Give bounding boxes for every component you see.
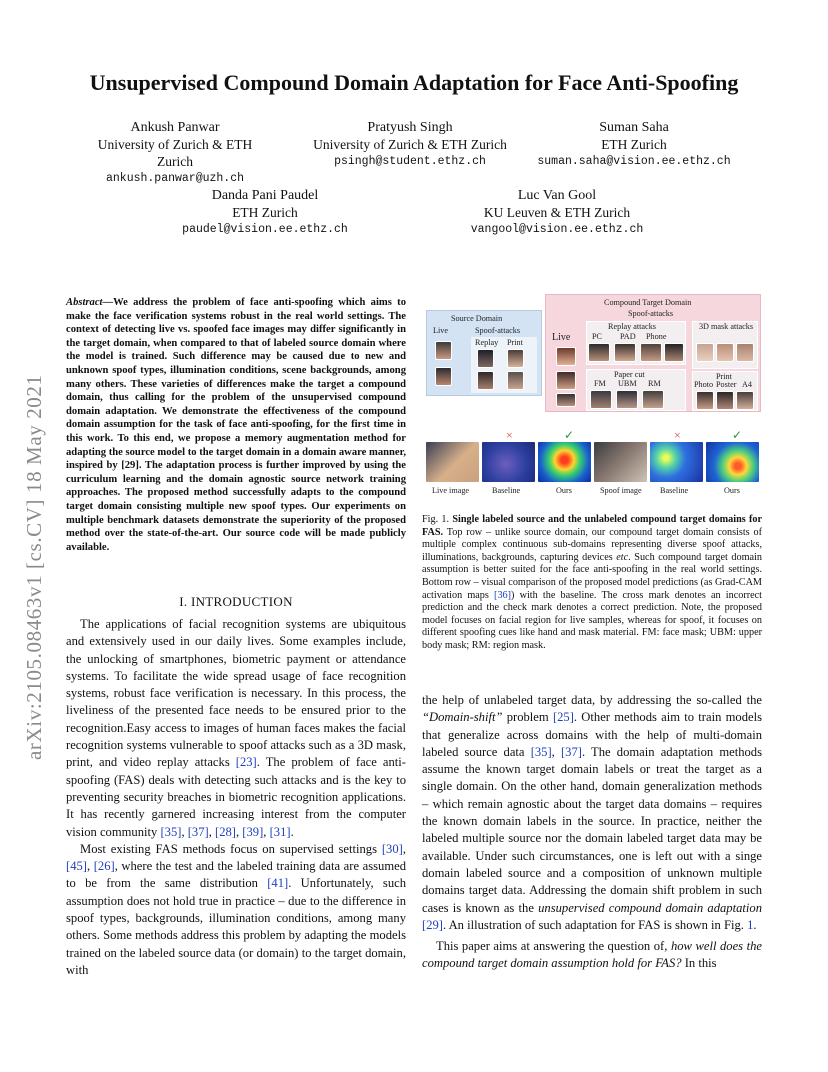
- bottom-label: Ours: [556, 486, 572, 495]
- author-affiliation: KU Leuven & ETH Zurich: [483, 205, 631, 220]
- text-run: ,: [236, 824, 243, 839]
- paper-cut-label: Paper cut: [614, 370, 645, 379]
- citation-link[interactable]: [37]: [560, 744, 582, 759]
- heatmap-baseline: [482, 442, 535, 482]
- replay-label: Replay: [475, 338, 499, 347]
- text-run: In this: [681, 956, 717, 971]
- citation-link[interactable]: [39]: [242, 824, 264, 839]
- paper-title: Unsupervised Compound Domain Adaptation for Face Anti-Spoofing: [89, 70, 739, 95]
- bottom-label: Live image: [432, 486, 470, 495]
- citation-link[interactable]: [31]: [269, 824, 291, 839]
- author-email: suman.saha@vision.ee.ethz.ch: [537, 155, 731, 168]
- text-run: ,: [402, 841, 406, 856]
- text-run: unsupervised compound domain adaptation: [538, 900, 762, 915]
- photo-label: Photo: [694, 380, 714, 389]
- heatmap-baseline: [650, 442, 703, 482]
- author-name: Suman Saha: [599, 120, 669, 135]
- author-name: Danda Pani Paudel: [211, 188, 319, 203]
- check-mark-icon: ✓: [564, 428, 575, 442]
- caption-lead: Fig. 1.: [422, 514, 450, 525]
- face-thumbnail: [556, 371, 576, 390]
- right-column-text: [422, 692, 762, 973]
- text-run: . An illustration of such adaptation for FAS is shown in Fig.: [442, 917, 748, 932]
- heatmap-ours: [706, 442, 759, 482]
- poster-label: Poster: [716, 380, 737, 389]
- cross-mark-icon: ×: [674, 428, 681, 442]
- text-run: “Domain-shift”: [422, 710, 503, 725]
- section-heading: I. INTRODUCTION: [179, 594, 293, 609]
- pc-label: PC: [592, 332, 603, 341]
- bottom-label: Spoof image: [600, 486, 642, 495]
- text-run: how well does the compound target domain assumption hold for FAS?: [422, 939, 762, 971]
- author-affiliation: University of Zurich & ETH Zurich: [97, 137, 253, 169]
- figure-caption: [422, 514, 762, 653]
- target-domain-panel: [545, 294, 761, 412]
- author-block: [452, 187, 662, 238]
- author-email: ankush.panwar@uzh.ch: [105, 172, 245, 185]
- intro-text: [66, 616, 406, 979]
- face-thumbnail: [435, 341, 452, 360]
- fm-label: FM: [594, 379, 606, 388]
- text-run: ,: [551, 744, 561, 759]
- text-run: . Other methods aim to train models that generalize across domains with the help of multi-domain labeled source data: [422, 710, 762, 759]
- face-thumbnail: [716, 343, 734, 362]
- author-block: [80, 119, 270, 187]
- text-run: . The problem of face anti-spoofing (FAS) deals with detecting such attacks and is the key to preventing security breaches in biometric recognition applications. It has recently garnered increasing interest from the computer vision community: [66, 755, 406, 839]
- citation-link[interactable]: [35]: [160, 824, 182, 839]
- caption-bold: Single labeled source and the unlabeled compound target domains for FAS.: [422, 514, 763, 538]
- text-run: the help of unlabeled target data, by addressing the so-called the: [422, 693, 762, 707]
- text-run: . The domain adaptation methods assume the known target domain labels or treat the target as a single domain. On the other hand, domain generalization methods – which remain agnostic about the target data domains – requires the known domain labels in the source. In practice, neither the labeled multiple source nor the domain labeled target data may be available. Under such circumstances, one is left out with a singe domain labeled source and a composition of unknown multiple domains target data. Addressing the domain shift problem in such cases is known as the: [422, 744, 763, 915]
- face-thumbnail: [640, 343, 662, 362]
- text-run: ,: [208, 824, 216, 839]
- face-thumbnail: [736, 343, 754, 362]
- text-run: . Unfortunately, such assumption does not hold true in practice – due to the difference in spoof types, backgrounds, illumination conditions, among many others. Some methods address this problem by adapting the models trained on the labeled source data (or domain) to the target domain, with: [66, 876, 406, 977]
- phone-label: Phone: [646, 332, 667, 341]
- source-domain-label: Source Domain: [451, 314, 503, 323]
- face-thumbnail: [736, 391, 754, 410]
- face-thumbnail: [477, 371, 494, 390]
- live-image-thumbnail: [426, 442, 479, 482]
- text-run: ,: [86, 859, 94, 874]
- paragraph: [66, 616, 406, 841]
- compound-target-label: Compound Target Domain: [604, 298, 692, 307]
- citation-link[interactable]: [37]: [187, 824, 209, 839]
- check-mark-icon: ✓: [732, 428, 743, 442]
- cross-mark-icon: ×: [506, 428, 513, 442]
- face-thumbnail: [588, 343, 610, 362]
- citation-link[interactable]: [26]: [93, 859, 115, 874]
- face-thumbnail: [435, 367, 452, 386]
- print-group-label: Print: [716, 372, 732, 381]
- abstract-lead: Abstract: [66, 297, 103, 308]
- text-run: Most existing FAS methods focus on supervised settings: [80, 841, 382, 856]
- text-run: The applications of facial recognition systems are ubiquitous and extensively used in our daily lives. Some examples include, the unlocking of smartphones, biometric payment or attendance systems. To facilitate the wide spread usage of face recognition systems, robust face verification is necessary. In this process, the liveliness of the presented face needs to be ensured prior to the recognition.Easy access to images of human faces makes the facial recognition systems vulnerable to spoof attacks such as a 3D mask, print, and video replay attacks: [66, 617, 406, 770]
- citation-link[interactable]: [25]: [552, 710, 574, 725]
- author-affiliation: ETH Zurich: [232, 205, 298, 220]
- bottom-label: Ours: [724, 486, 740, 495]
- replay-attacks-label: Replay attacks: [608, 322, 656, 331]
- abstract-text: —We address the problem of face anti-spoofing which aims to make the face verification systems robust in the real world settings. The context of detecting live vs. spoofed face images may differ significantly in the target domain, when compared to that of labeled source domain where the model is trained. Such difference may be caused due to new and unknown spoof types, illumination conditions, scene backgrounds, among many others. These varieties of differences make the target a compound domain, thus calling for the problem of the unsupervised compound domain adaptation. We demonstrate the effectiveness of the compound domain assumption for the task of face anti-spoofing, for the first time in this work. To this end, we propose a memory augmentation method for adapting the source model to the target domain in a domain aware manner, inspired by [29]. The adaptation process is further improved by using the curriculum learning and the domain agnostic source network training approaches. The proposed method successfully adapts to the compound target domain consisting multiple new spoof types. Our experiments on multiple benchmark datasets demonstrate the superiority of the proposed method over the state-of-the-art. Our source code will be made publicly available.: [66, 297, 406, 553]
- mask-3d-label: 3D mask attacks: [698, 322, 754, 331]
- author-email: psingh@student.ethz.ch: [334, 155, 486, 168]
- text-run: problem: [502, 710, 553, 725]
- paragraph: [422, 692, 762, 934]
- abstract: [66, 296, 406, 554]
- figure-1: [422, 294, 764, 504]
- target-spoof-label: Spoof-attacks: [628, 309, 674, 318]
- author-name: Pratyush Singh: [367, 120, 453, 135]
- ubm-label: UBM: [618, 379, 637, 388]
- author-email: vangool@vision.ee.ethz.ch: [470, 223, 644, 236]
- spoof-attacks-label: Spoof-attacks: [475, 326, 521, 335]
- text-run: This paper aims at answering the question of,: [436, 939, 671, 954]
- face-thumbnail: [556, 393, 576, 407]
- citation-link[interactable]: [23]: [235, 755, 257, 770]
- author-affiliation: ETH Zurich: [601, 137, 667, 152]
- text-run: ,: [181, 824, 188, 839]
- citation-link[interactable]: [30]: [381, 841, 403, 856]
- bottom-label: Baseline: [660, 486, 689, 495]
- citation-link[interactable]: [28]: [215, 824, 236, 839]
- arxiv-identifier: arXiv:2105.08463v1 [cs.CV] 18 May 2021: [22, 374, 46, 760]
- face-thumbnail: [664, 343, 684, 362]
- face-thumbnail: [696, 391, 714, 410]
- text-run: etc: [616, 551, 629, 563]
- paragraph: [422, 938, 762, 973]
- author-email: paudel@vision.ee.ethz.ch: [182, 223, 348, 236]
- source-domain-panel: [426, 310, 542, 396]
- figure-link[interactable]: 1: [747, 917, 754, 932]
- target-live-label: Live: [552, 332, 571, 343]
- print-label: Print: [507, 338, 523, 347]
- author-block: [170, 187, 360, 238]
- face-thumbnail: [616, 390, 638, 409]
- author-name: Luc Van Gool: [517, 188, 597, 203]
- author-block: [530, 119, 738, 170]
- face-thumbnail: [590, 390, 612, 409]
- text-run: ) with the baseline. The cross mark denotes an incorrect prediction and the check mark denotes a correct prediction. Note, the proposed model focuses on facial region for live samples, whereas for spoof, it focuses on different spoofing cues like hand and mask material. FM: face mask; UBM: upper body mask; RM: region mask.: [422, 589, 762, 651]
- face-thumbnail: [696, 343, 714, 362]
- face-thumbnail: [507, 349, 524, 368]
- face-thumbnail: [716, 391, 734, 410]
- face-thumbnail: [507, 371, 524, 390]
- rm-label: RM: [648, 379, 661, 388]
- spoof-image-thumbnail: [594, 442, 647, 482]
- face-thumbnail: [556, 347, 576, 366]
- citation-link[interactable]: [35]: [530, 744, 552, 759]
- paragraph: [66, 841, 406, 979]
- pad-label: PAD: [620, 332, 636, 341]
- citation-link[interactable]: [41]: [267, 876, 289, 891]
- citation-link[interactable]: [29]: [422, 917, 443, 932]
- author-affiliation: University of Zurich & ETH Zurich: [313, 137, 507, 152]
- text-run: , where the test and the labeled training data are assumed to be from the same distribution: [66, 859, 406, 891]
- live-label: Live: [433, 326, 449, 335]
- text-run: .: [753, 917, 757, 932]
- text-run: ,: [263, 824, 270, 839]
- text-run: Top row – unlike source domain, our compound target domain consists of multiple complex continuous sub-domains representing diverse spoof attacks, illuminations, backgrounds, capturing devices: [422, 526, 762, 563]
- bottom-label: Baseline: [492, 486, 521, 495]
- face-thumbnail: [614, 343, 636, 362]
- author-block: [303, 119, 517, 170]
- citation-link[interactable]: [36]: [494, 589, 512, 601]
- face-thumbnail: [477, 349, 494, 368]
- citation-link[interactable]: [45]: [66, 859, 87, 874]
- a4-label: A4: [742, 380, 753, 389]
- text-run: .: [290, 824, 294, 839]
- text-run: . Such compound target domain assumption is better suited for the face anti-spoofing in the real world settings. Bottom row – visual comparison of the proposed model predictions (as Grad-CAM activation maps: [422, 551, 762, 601]
- face-thumbnail: [642, 390, 664, 409]
- author-name: Ankush Panwar: [130, 120, 220, 135]
- heatmap-ours: [538, 442, 591, 482]
